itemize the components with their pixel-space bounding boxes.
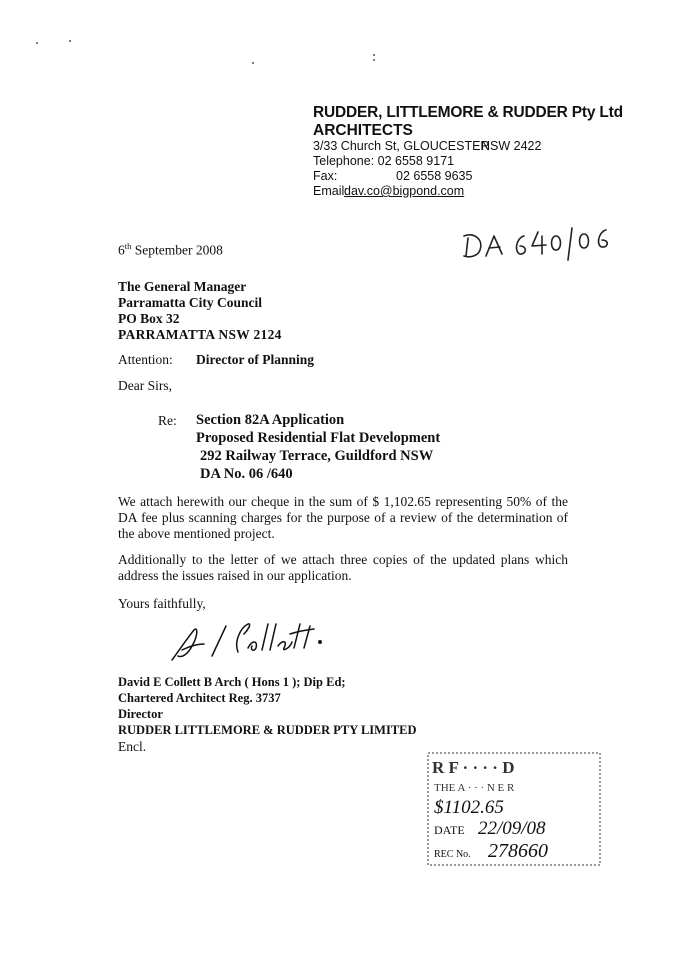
svg-text:THE A · · · N E R: THE A · · · N E R — [434, 782, 515, 794]
firm-type: ARCHITECTS — [313, 122, 413, 139]
body-paragraph-2: Additionally to the letter of we attach three copies of the updated plans which address the issues raised in our application. — [118, 552, 568, 583]
firm-telephone: Telephone: 02 6558 9171 — [313, 154, 455, 168]
addressee-line-1: The General Manager — [118, 279, 247, 294]
firm-email-label: Email: — [313, 184, 348, 198]
firm-address: 3/33 Church St, GLOUCESTER — [313, 139, 490, 153]
enclosure: Encl. — [118, 739, 147, 754]
addressee-line-4: PARRAMATTA NSW 2124 — [118, 327, 282, 342]
svg-text:$1102.65: $1102.65 — [434, 797, 504, 818]
attention-value: Director of Planning — [196, 352, 314, 367]
subject-label: Re: — [158, 413, 177, 428]
closing: Yours faithfully, — [118, 596, 206, 611]
firm-email-link[interactable]: dav.co@bigpond.com — [344, 184, 465, 198]
salutation: Dear Sirs, — [118, 378, 172, 393]
signatory-line-1: David E Collett B Arch ( Hons 1 ); Dip Ed; — [118, 675, 346, 689]
addressee-line-2: Parramatta City Council — [118, 295, 262, 310]
firm-fax-number: 02 6558 9635 — [396, 169, 473, 183]
svg-text:R F · · · · D: R F · · · · D — [432, 758, 515, 777]
svg-text:22/09/08: 22/09/08 — [478, 818, 546, 839]
subject-line-3: 292 Railway Terrace, Guildford NSW — [200, 448, 434, 464]
signatory-line-2: Chartered Architect Reg. 3737 — [118, 691, 281, 705]
received-stamp — [424, 749, 604, 871]
svg-text:DATE: DATE — [434, 823, 465, 837]
firm-name: RUDDER, LITTLEMORE & RUDDER Pty Ltd — [313, 104, 623, 121]
subject-line-1: Section 82A Application — [196, 412, 345, 428]
letter-date: 6th September 2008 — [118, 241, 223, 258]
body-paragraph-1: We attach herewith our cheque in the sum of $ 1,102.65 representing 50% of the DA fee plus scanning charges for the purpose of a review of the determination of the above mentioned project. — [118, 494, 568, 541]
svg-text:REC No.: REC No. — [434, 849, 471, 860]
firm-address-state: NSW 2422 — [481, 139, 542, 153]
attention-label: Attention: — [118, 352, 173, 367]
addressee-line-3: PO Box 32 — [118, 311, 180, 326]
svg-text:278660: 278660 — [488, 840, 548, 862]
handwritten-da-reference — [458, 222, 618, 266]
subject-line-4: DA No. 06 /640 — [200, 466, 293, 482]
firm-fax-label: Fax: — [313, 169, 338, 183]
signatory-line-3: Director — [118, 707, 163, 721]
handwritten-signature — [168, 612, 328, 668]
signatory-line-4: RUDDER LITTLEMORE & RUDDER PTY LIMITED — [118, 723, 417, 737]
subject-line-2: Proposed Residential Flat Development — [196, 430, 441, 446]
